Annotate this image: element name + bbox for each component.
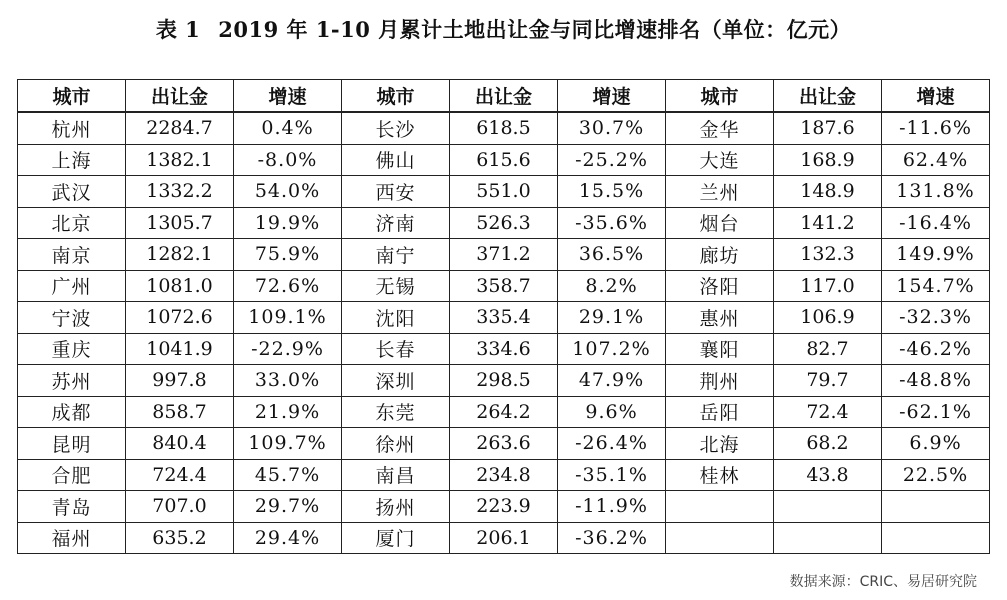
cell-growth: 75.9%: [234, 239, 342, 271]
cell-growth: 107.2%: [558, 333, 666, 365]
cell-city: 西安: [342, 176, 450, 208]
cell-city: 徐州: [342, 428, 450, 460]
cell-amount: 68.2: [774, 428, 882, 460]
cell-city: 兰州: [666, 176, 774, 208]
cell-city: 成都: [18, 396, 126, 428]
cell-growth: 9.6%: [558, 396, 666, 428]
cell-amount: 371.2: [450, 239, 558, 271]
land-revenue-ranking-table: [17, 79, 990, 554]
table-number-label: 表 1: [155, 17, 201, 42]
table-row: [18, 302, 990, 334]
cell-growth: 30.7%: [558, 112, 666, 144]
cell-growth: 149.9%: [882, 239, 990, 271]
cell-growth: -62.1%: [882, 396, 990, 428]
cell-amount: 264.2: [450, 396, 558, 428]
cell-city: 南昌: [342, 459, 450, 491]
cell-amount: 840.4: [126, 428, 234, 460]
cell-growth: -11.9%: [558, 491, 666, 523]
cell-growth: -8.0%: [234, 144, 342, 176]
cell-city: 无锡: [342, 270, 450, 302]
cell-growth: -16.4%: [882, 207, 990, 239]
table-row: [18, 112, 990, 144]
cell-growth: 0.4%: [234, 112, 342, 144]
table-row: [18, 333, 990, 365]
cell-city: 北京: [18, 207, 126, 239]
cell-growth: 15.5%: [558, 176, 666, 208]
cell-amount: 1332.2: [126, 176, 234, 208]
cell-amount: 168.9: [774, 144, 882, 176]
cell-city: 岳阳: [666, 396, 774, 428]
cell-amount: 551.0: [450, 176, 558, 208]
cell-growth: 29.1%: [558, 302, 666, 334]
cell-amount: 141.2: [774, 207, 882, 239]
cell-growth: -32.3%: [882, 302, 990, 334]
cell-growth: 29.4%: [234, 522, 342, 554]
cell-amount: 72.4: [774, 396, 882, 428]
cell-amount: 1041.9: [126, 333, 234, 365]
table-body: [18, 112, 990, 554]
cell-amount: 263.6: [450, 428, 558, 460]
table-row: [18, 239, 990, 271]
cell-city: 北海: [666, 428, 774, 460]
cell-growth: 8.2%: [558, 270, 666, 302]
cell-growth: 109.1%: [234, 302, 342, 334]
column-header-city-1: 城市: [18, 80, 126, 113]
cell-city: 扬州: [342, 491, 450, 523]
cell-growth: 47.9%: [558, 365, 666, 397]
table-row: [18, 428, 990, 460]
cell-amount: 526.3: [450, 207, 558, 239]
cell-city: 苏州: [18, 365, 126, 397]
cell-city: 深圳: [342, 365, 450, 397]
cell-growth: -36.2%: [558, 522, 666, 554]
cell-amount: 1282.1: [126, 239, 234, 271]
cell-city: 沈阳: [342, 302, 450, 334]
cell-amount: 997.8: [126, 365, 234, 397]
cell-amount: 334.6: [450, 333, 558, 365]
cell-city: 洛阳: [666, 270, 774, 302]
cell-growth: -22.9%: [234, 333, 342, 365]
table-row: [18, 176, 990, 208]
cell-city: 重庆: [18, 333, 126, 365]
cell-amount: 615.6: [450, 144, 558, 176]
table-header-row: [18, 80, 990, 113]
cell-growth: 36.5%: [558, 239, 666, 271]
cell-city: 桂林: [666, 459, 774, 491]
cell-city: 上海: [18, 144, 126, 176]
cell-city: 长沙: [342, 112, 450, 144]
cell-city: 荆州: [666, 365, 774, 397]
column-header-amount-2: 出让金: [450, 80, 558, 113]
cell-growth: -11.6%: [882, 112, 990, 144]
cell-amount: 106.9: [774, 302, 882, 334]
cell-growth: 6.9%: [882, 428, 990, 460]
cell-amount: 298.5: [450, 365, 558, 397]
cell-growth: 21.9%: [234, 396, 342, 428]
cell-amount: 1072.6: [126, 302, 234, 334]
cell-growth: 154.7%: [882, 270, 990, 302]
cell-growth: 131.8%: [882, 176, 990, 208]
cell-city: 大连: [666, 144, 774, 176]
cell-growth: 45.7%: [234, 459, 342, 491]
cell-growth: 29.7%: [234, 491, 342, 523]
table-title-text: 2019 年 1-10 月累计土地出让金与同比增速排名（单位：亿元）: [218, 17, 852, 42]
cell-amount: 234.8: [450, 459, 558, 491]
cell-amount: 79.7: [774, 365, 882, 397]
cell-amount: 335.4: [450, 302, 558, 334]
cell-amount: 82.7: [774, 333, 882, 365]
cell-city: 长春: [342, 333, 450, 365]
cell-amount: 1305.7: [126, 207, 234, 239]
empty-cell: [774, 491, 882, 523]
cell-amount: 1382.1: [126, 144, 234, 176]
cell-amount: 206.1: [450, 522, 558, 554]
cell-city: 福州: [18, 522, 126, 554]
column-header-growth-3: 增速: [882, 80, 990, 113]
cell-city: 广州: [18, 270, 126, 302]
cell-city: 南宁: [342, 239, 450, 271]
column-header-growth-1: 增速: [234, 80, 342, 113]
column-header-city-3: 城市: [666, 80, 774, 113]
table-row: [18, 396, 990, 428]
empty-cell: [666, 491, 774, 523]
cell-city: 合肥: [18, 459, 126, 491]
cell-city: 武汉: [18, 176, 126, 208]
cell-growth: -26.4%: [558, 428, 666, 460]
cell-city: 昆明: [18, 428, 126, 460]
column-header-growth-2: 增速: [558, 80, 666, 113]
cell-growth: 62.4%: [882, 144, 990, 176]
cell-amount: 618.5: [450, 112, 558, 144]
empty-cell: [882, 491, 990, 523]
cell-growth: 22.5%: [882, 459, 990, 491]
cell-growth: -35.6%: [558, 207, 666, 239]
empty-cell: [774, 522, 882, 554]
cell-city: 东莞: [342, 396, 450, 428]
cell-amount: 2284.7: [126, 112, 234, 144]
column-header-amount-1: 出让金: [126, 80, 234, 113]
cell-growth: 54.0%: [234, 176, 342, 208]
cell-city: 佛山: [342, 144, 450, 176]
table-row: [18, 270, 990, 302]
cell-city: 南京: [18, 239, 126, 271]
column-header-city-2: 城市: [342, 80, 450, 113]
table-title: [0, 14, 1007, 44]
cell-city: 杭州: [18, 112, 126, 144]
table-row: [18, 207, 990, 239]
cell-city: 襄阳: [666, 333, 774, 365]
table-row: [18, 144, 990, 176]
data-source-note: 数据来源：CRIC、易居研究院: [789, 574, 977, 590]
cell-amount: 117.0: [774, 270, 882, 302]
cell-amount: 358.7: [450, 270, 558, 302]
cell-growth: -48.8%: [882, 365, 990, 397]
cell-amount: 635.2: [126, 522, 234, 554]
cell-growth: -25.2%: [558, 144, 666, 176]
cell-amount: 858.7: [126, 396, 234, 428]
table-row: [18, 365, 990, 397]
cell-growth: 72.6%: [234, 270, 342, 302]
cell-amount: 43.8: [774, 459, 882, 491]
cell-amount: 223.9: [450, 491, 558, 523]
cell-growth: -35.1%: [558, 459, 666, 491]
cell-amount: 1081.0: [126, 270, 234, 302]
cell-amount: 132.3: [774, 239, 882, 271]
cell-growth: 109.7%: [234, 428, 342, 460]
cell-amount: 148.9: [774, 176, 882, 208]
cell-growth: -46.2%: [882, 333, 990, 365]
cell-amount: 187.6: [774, 112, 882, 144]
cell-city: 厦门: [342, 522, 450, 554]
cell-amount: 724.4: [126, 459, 234, 491]
cell-city: 宁波: [18, 302, 126, 334]
cell-city: 廊坊: [666, 239, 774, 271]
cell-amount: 707.0: [126, 491, 234, 523]
table-row: [18, 522, 990, 554]
column-header-amount-3: 出让金: [774, 80, 882, 113]
cell-city: 烟台: [666, 207, 774, 239]
cell-city: 济南: [342, 207, 450, 239]
cell-growth: 33.0%: [234, 365, 342, 397]
cell-city: 金华: [666, 112, 774, 144]
table-row: [18, 491, 990, 523]
table-row: [18, 459, 990, 491]
cell-growth: 19.9%: [234, 207, 342, 239]
empty-cell: [882, 522, 990, 554]
empty-cell: [666, 522, 774, 554]
cell-city: 惠州: [666, 302, 774, 334]
cell-city: 青岛: [18, 491, 126, 523]
